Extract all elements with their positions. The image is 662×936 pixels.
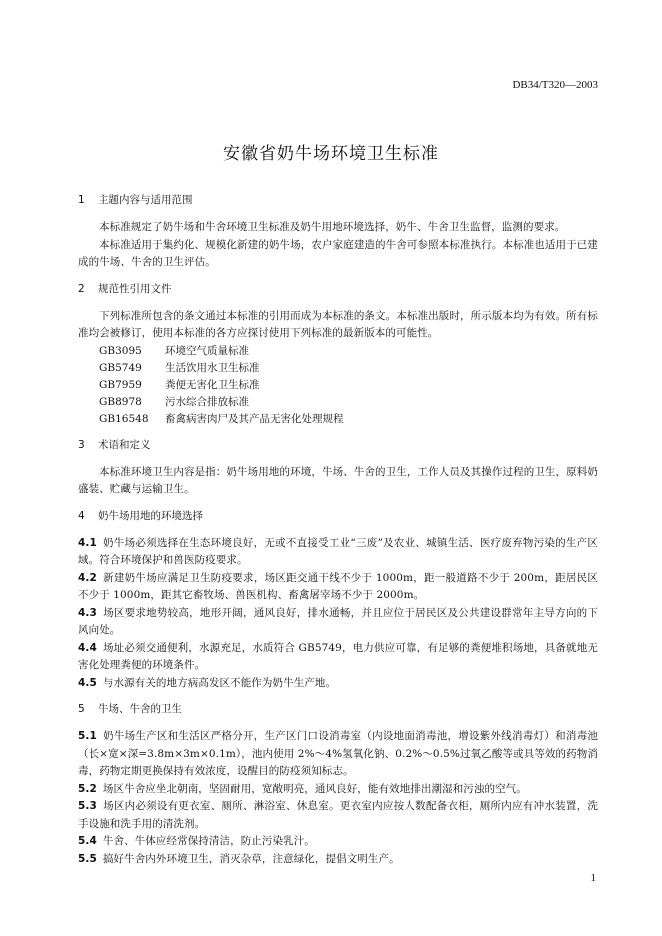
clause-text: 搞好牛舍内外环境卫生，消灭杂草，注意绿化，提倡文明生产。 <box>102 852 400 865</box>
clause <box>78 535 598 570</box>
section-5-heading <box>78 702 598 716</box>
clause-number: 4.2 <box>78 571 97 584</box>
reference-row <box>78 360 598 377</box>
clause-text: 场区牛舍应坐北朝南，坚固耐用，宽敞明亮，通风良好，能有效地排出潮湿和污浊的空气。 <box>102 782 527 795</box>
clause-text: 奶牛场必须选择在生态环境良好，无或不直接受工业“三废”及农业、城镇生活、医疗废弃物污染的生产区域。符合环境保护和兽医防疫要求。 <box>78 536 598 566</box>
section-title: 术语和定义 <box>98 438 151 451</box>
section-title: 规范性引用文件 <box>98 282 172 295</box>
section-3-heading <box>78 438 598 452</box>
section-number: 1 <box>78 194 85 206</box>
clause-text: 奶牛场生产区和生活区严格分开，生产区门口设消毒室（内设地面消毒池，增设紫外线消毒灯）和消毒池（长×宽×深=3.8m×3m×0.1m），池内使用 2%～4%氢氧化钠、0.2%～0.5%过氧乙酸等或具等效的药物消毒，药物定期更换保持有效浓度，设醒目的防疫须知标志。 <box>78 730 598 777</box>
reference-code: GB16548 <box>99 412 149 425</box>
reference-row <box>78 394 598 411</box>
clause-text: 场区要求地势较高，地形开阔，通风良好，排水通畅，并且应位于居民区及公共建设群常年主导方向的下风向处。 <box>78 606 598 636</box>
clause-number: 5.2 <box>78 782 97 795</box>
clause-number: 5.3 <box>78 800 97 812</box>
paragraph: 本标准规定了奶牛场和牛舍环境卫生标准及奶牛用地环境选择，奶牛、牛舍卫生监督，监测的要求。 <box>99 221 566 233</box>
section-number: 4 <box>78 509 85 522</box>
section-2-heading <box>78 282 598 296</box>
document-body <box>78 193 598 868</box>
paragraph: 下列标准所包含的条文通过本标准的引用而成为本标准的条文。本标准出版时，所示版本均为有效。所有标准均会被修订，使用本标准的各方应探讨使用下列标准的最新版本的可能性。 <box>78 309 598 339</box>
reference-code: GB3095 <box>99 344 142 357</box>
paragraph: 本标准环境卫生内容是指：奶牛场用地的环境，牛场、牛舍的卫生，工作人员及其操作过程的卫生，原料奶盛装、贮藏与运输卫生。 <box>78 465 598 495</box>
reference-code: GB5749 <box>99 361 142 374</box>
clause <box>78 605 598 640</box>
reference-row <box>78 377 598 394</box>
clause-text: 牛舍、牛体应经常保持清洁，防止污染乳汁。 <box>102 835 315 847</box>
reference-name: 生活饮用水卫生标准 <box>165 361 260 374</box>
reference-row <box>78 411 598 428</box>
section-number: 2 <box>78 282 85 295</box>
section-title: 牛场、牛舍的卫生 <box>98 703 182 715</box>
reference-code: GB7959 <box>99 378 142 391</box>
clause-text: 与水源有关的地方病高发区不能作为奶牛生产地。 <box>102 676 337 689</box>
clause <box>78 570 598 605</box>
section-title: 主题内容与适用范围 <box>98 194 193 206</box>
clause <box>78 675 598 693</box>
document-title: 安徽省奶牛场环境卫生标准 <box>223 144 439 164</box>
clause-text: 新建奶牛场应满足卫生防疫要求，场区距交通干线不少于 1000m，距一般道路不少于 200m，距居民区不少于 1000m，距其它畜牧场、兽医机构、畜禽屠宰场不少于 2000m。 <box>78 571 598 601</box>
reference-row <box>78 343 598 360</box>
clause <box>78 851 598 869</box>
clause-number: 4.1 <box>78 536 97 549</box>
clause <box>78 640 598 675</box>
page-number: 1 <box>590 872 596 884</box>
section-number: 5 <box>78 703 85 715</box>
clause-number: 5.1 <box>78 730 97 742</box>
section-number: 3 <box>78 438 85 451</box>
document-code: DB34/T320—2003 <box>512 79 598 91</box>
clause-number: 4.5 <box>78 676 97 689</box>
clause-number: 4.3 <box>78 606 97 619</box>
clause <box>78 798 598 833</box>
section-title: 奶牛场用地的环境选择 <box>98 509 203 522</box>
reference-name: 粪便无害化卫生标准 <box>165 378 260 391</box>
reference-name: 污水综合排放标准 <box>165 395 249 408</box>
reference-code: GB8978 <box>99 395 142 408</box>
paragraph: 本标准适用于集约化、规模化新建的奶牛场，农户家庭建造的牛舍可参照本标准执行。本标准也适用于已建成的牛场、牛舍的卫生评估。 <box>78 238 598 268</box>
clause <box>78 781 598 799</box>
reference-name: 畜禽病害肉尸及其产品无害化处理规程 <box>165 412 344 425</box>
reference-name: 环境空气质量标准 <box>165 344 249 357</box>
clause-number: 4.4 <box>78 641 97 654</box>
clause-text: 场区内必须设有更衣室、厕所、淋浴室、休息室。更衣室内应按人数配备衣柜，厕所内应有冲水装置，洗手设施和洗手用的清洗剂。 <box>78 800 598 830</box>
section-1-heading <box>78 193 598 207</box>
clause <box>78 728 598 781</box>
section-4-heading <box>78 509 598 523</box>
clause-number: 5.4 <box>78 835 97 847</box>
clause-text: 场址必须交通便利，水源充足，水质符合 GB5749，电力供应可靠，有足够的粪便堆积场地，具备就地无害化处理粪便的环境条件。 <box>78 641 598 671</box>
clause <box>78 833 598 851</box>
clause-number: 5.5 <box>78 852 97 865</box>
